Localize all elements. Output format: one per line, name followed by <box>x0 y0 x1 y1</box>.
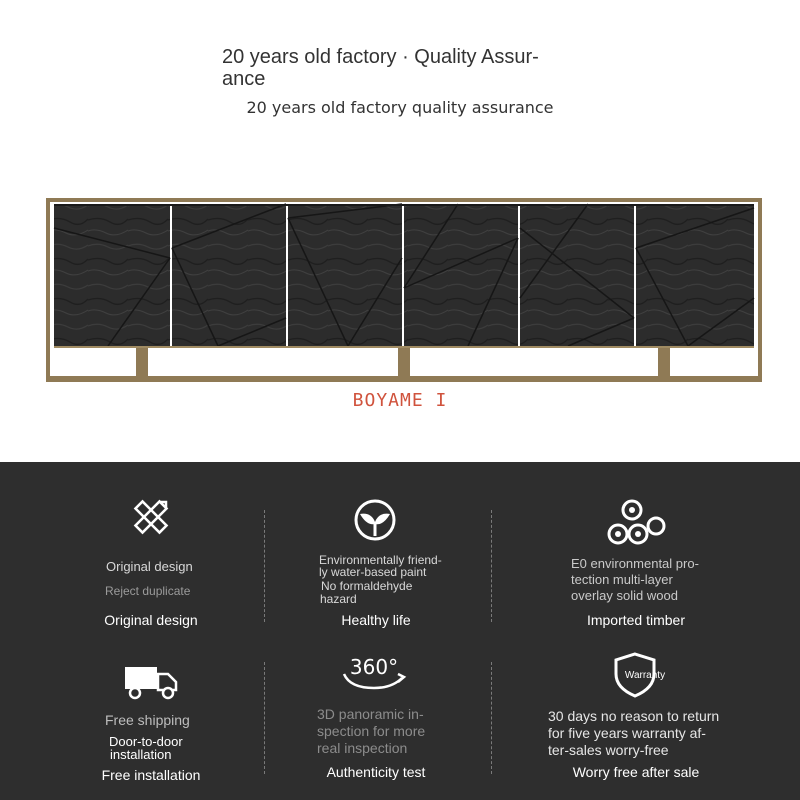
feature-label: Worry free after sale <box>572 764 700 780</box>
features-panel <box>0 462 800 800</box>
shield-warranty-text: Warranty <box>624 670 666 681</box>
divider <box>264 510 265 622</box>
feature-text-line: ter-sales worry-free <box>548 742 669 758</box>
feature-text-line: tection multi-layer <box>571 572 673 587</box>
feature-label: Healthy life <box>341 612 411 628</box>
ruler-pencil-icon <box>130 496 172 538</box>
log-stack-icon <box>604 496 666 550</box>
feature-text-line: for five years warranty af- <box>548 725 706 741</box>
feature-text-line: 30 days no reason to return <box>548 708 720 724</box>
feature-text-line: hazard <box>320 592 357 606</box>
feature-text-line: overlay solid wood <box>571 588 678 603</box>
sprout-icon <box>351 498 399 542</box>
page-title-line1: 20 years old factory · Quality Assur- <box>222 46 539 68</box>
rotate-360-icon <box>340 652 408 692</box>
feature-text-line: installation <box>110 747 172 762</box>
feature-text-line: No formaldehyde <box>321 579 413 593</box>
page-title-line2: ance <box>222 68 266 90</box>
feature-heading: Free shipping <box>105 712 190 728</box>
feature-text-line: Environmentally friend- <box>319 553 442 567</box>
shield-warranty-icon <box>612 652 666 698</box>
brand-name: BOYAME I <box>352 390 448 411</box>
rotate-360-text: 360° <box>349 655 399 679</box>
feature-label: Authenticity test <box>326 764 426 780</box>
divider <box>491 510 492 622</box>
feature-text-line: real inspection <box>317 740 408 756</box>
feature-text-line: spection for more <box>317 723 426 739</box>
feature-text-line: Door-to-door <box>109 734 183 749</box>
feature-label: Original design <box>104 612 198 628</box>
feature-label: Free installation <box>101 767 201 783</box>
feature-heading: Original design <box>106 559 193 574</box>
page-subtitle: 20 years old factory quality assurance <box>246 98 554 117</box>
feature-text-line: 3D panoramic in- <box>317 706 424 722</box>
feature-text-line: ly water-based paint <box>319 565 427 579</box>
feature-label: Imported timber <box>586 612 686 628</box>
divider <box>491 662 492 774</box>
delivery-truck-icon <box>124 664 178 700</box>
feature-text-line: E0 environmental pro- <box>571 556 699 571</box>
page-title <box>222 46 582 90</box>
feature-note: Reject duplicate <box>105 584 191 598</box>
sideboard-cabinet-image <box>48 198 760 384</box>
divider <box>264 662 265 774</box>
